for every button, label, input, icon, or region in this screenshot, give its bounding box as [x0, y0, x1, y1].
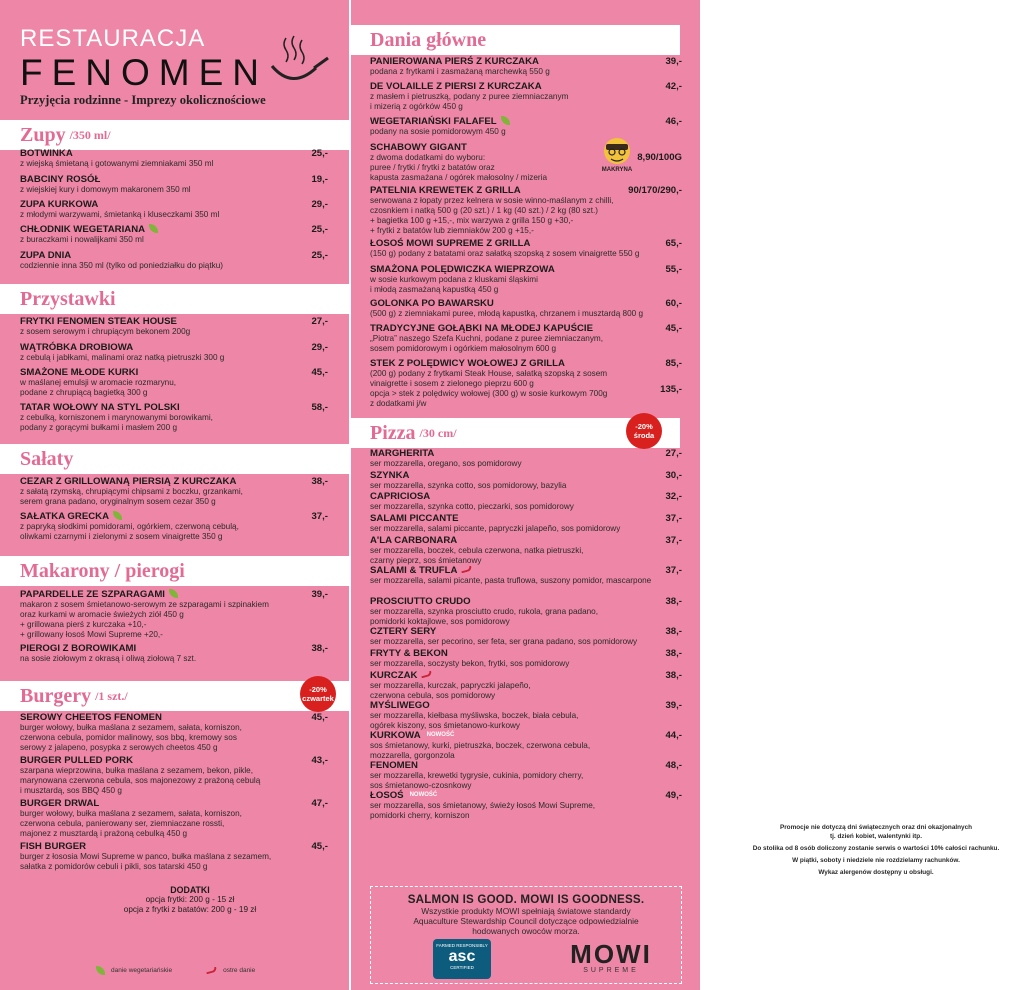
- menu-item: SAŁATKA GRECKA z papryką słodkimi pomidorami, ogórkiem, czerwoną cebulą, oliwkami czarnymi i zielonymi z sosem vinaigrette 350 g 37,-: [20, 511, 328, 541]
- menu-item: ZUPA KURKOWA z młodymi warzywami, śmietanką i kluseczkami 350 ml 29,-: [20, 199, 328, 219]
- brand-line2: FENOMEN: [20, 52, 268, 93]
- pizza-item: FENOMEN ser mozzarella, krewetki tygrysie, cukinia, pomidory cherry, sos śmietanowo-czosnkowy 48,-: [370, 760, 682, 790]
- chili-pepper-icon: [461, 566, 473, 574]
- menu-item: CHŁODNIK WEGETARIANA z buraczkami i nowalijkami 350 ml 25,-: [20, 224, 328, 244]
- section-header-burgery: Burgery /1 szt./: [0, 681, 350, 711]
- vegetarian-leaf-icon: [113, 511, 122, 520]
- menu-item: PAPARDELLE ZE SZPARAGAMI makaron z sosem śmietanowo-serowym ze szparagami i szpinakiem oraz kurkami w aromacie świeżych ziół 450 g + grillowana pierś z kurczaka +10,- + grillowany łosoś Mowi Supreme +20,- 39,-: [20, 589, 328, 639]
- menu-item: GOLONKA PO BAWARSKU (500 g) z ziemniakami puree, młodą kapustką, chrzanem i musztardą 800 g 60,-: [370, 298, 682, 318]
- pizza-item: MYŚLIWEGO ser mozzarella, kiełbasa myśliwska, boczek, biała cebula, ogórek kiszony, sos śmietanowo-kurkowy 39,-: [370, 700, 682, 730]
- notes-box: Promocje nie dotyczą dni świątecznych oraz dni okazjonalnych tj. dzień kobiet, walentynki itp. Do stolika od 8 osób doliczony zostanie serwis o wartości 10% całości rachunku. W piątki, soboty i niedziele nie rozdzielamy rachunków. Wykaz alergenów dostępny u obsługi.: [720, 818, 1032, 878]
- menu-item: BURGER DRWAL burger wołowy, bułka maślana z sezamem, sałata, korniszon, czerwona cebula, panierowany ser, ziemniaczane rossti, majonez z musztardą i prażoną cebulką 450 g 47,-: [20, 798, 328, 838]
- chef-avatar-icon: [600, 136, 634, 172]
- pizza-item: KURCZAK ser mozzarella, kurczak, papryczki jalapeño, czerwona cebula, sos pomidorowy 38,-: [370, 670, 682, 700]
- menu-item: SMAŻONE MŁODE KURKI w maślanej emulsji w aromacie rozmarynu, podane z chrupiącą bagietką 300 g 45,-: [20, 367, 328, 397]
- vegetarian-leaf-icon: [149, 224, 158, 233]
- menu-item: BOTWINKA z wiejską śmietaną i gotowanymi ziemniakami 350 ml 25,-: [20, 148, 328, 168]
- pizza-item: FRYTY & BEKON ser mozzarella, soczysty bekon, frytki, sos pomidorowy 38,-: [370, 648, 682, 668]
- menu-item: DE VOLAILLE Z PIERSI Z KURCZAKA z masłem i pietruszką, podany z puree ziemniaczanym i mizerią z ogórków 450 g 42,-: [370, 81, 682, 111]
- asc-logo: FARMED RESPONSIBLY asc CERTIFIED: [433, 939, 491, 979]
- menu-item: FISH BURGER burger z łososia Mowi Supreme w panco, bułka maślana z sezamem, sałatka z pomidorów cebuli i pikli, sos tatarski 450 g 45,-: [20, 841, 328, 871]
- pizza-item: KURKOWA NOWOŚĆ sos śmietanowy, kurki, pietruszka, boczek, czerwona cebula, mozzarella, gorgonzola 44,-: [370, 730, 682, 760]
- pizza-item: MARGHERITA ser mozzarella, oregano, sos pomidorowy 27,-: [370, 448, 682, 468]
- pizza-item: CZTERY SERY ser mozzarella, ser pecorino, ser feta, ser grana padano, sos pomidorowy 38,-: [370, 626, 682, 646]
- menu-item: TRADYCYJNE GOŁĄBKI NA MŁODEJ KAPUŚCIE „Piotra” naszego Szefa Kuchni, podane z puree ziemniaczanym, sosem pomidorowym i ogórkiem małosolnym 600 g 45,-: [370, 323, 682, 353]
- menu-item: WĄTRÓBKA DROBIOWA z cebulą i jabłkami, malinami oraz natką pietruszki 300 g 29,-: [20, 342, 328, 362]
- menu-item: BURGER PULLED PORK szarpana wieprzowina, bułka maślana z sezamem, bekon, pikle, marynowana czerwona cebula, sos majonezowy z prażoną cebulą i musztardą, sos BBQ 450 g 43,-: [20, 755, 328, 795]
- pizza-item: ŁOSOŚ NOWOŚĆ ser mozzarella, sos śmietanowy, świeży łosoś Mowi Supreme, pomidorki cherry, korniszon 49,-: [370, 790, 682, 820]
- brand-tagline: Przyjęcia rodzinne - Imprezy okolicznościowe: [20, 93, 266, 107]
- menu-item: SCHABOWY GIGANT z dwoma dodatkami do wyboru: puree / frytki / frytki z batatów oraz kapusta zasmażana / ogórek małosolny / mizeria 8,90/100G MAKRYNA: [370, 142, 682, 183]
- pizza-item: CAPRICIOSA ser mozzarella, szynka cotto, pieczarki, sos pomidorowy 32,-: [370, 491, 682, 511]
- section-header-salaty: Sałaty: [0, 444, 350, 474]
- left-column: [0, 0, 350, 990]
- chili-pepper-icon: [206, 967, 218, 975]
- section-header-pizza: Pizza /30 cm/: [350, 418, 680, 448]
- legend: danie wegetariańskie ostre danie: [92, 966, 255, 975]
- section-header-dania: Dania główne: [350, 25, 680, 55]
- pizza-item: PROSCIUTTO CRUDO ser mozzarella, szynka prosciutto crudo, rukola, grana padano, pomidorki koktajlowe, sos pomidorowy 38,-: [370, 596, 682, 626]
- brand-line1: RESTAURACJA: [20, 25, 206, 52]
- vegetarian-leaf-icon: [501, 116, 510, 125]
- menu-item: PIEROGI Z BOROWIKAMI na sosie ziołowym z okrasą i oliwą ziołową 7 szt. 38,-: [20, 643, 328, 663]
- svg-text:MAKRYNA: MAKRYNA: [601, 167, 633, 173]
- section-header-zupy: Zupy /350 ml/: [0, 120, 350, 150]
- section-header-przystawki: Przystawki: [0, 284, 350, 314]
- pizza-item: SALAMI PICCANTE ser mozzarella, salami piccante, papryczki jalapeño, sos pomidorowy 37,-: [370, 513, 682, 533]
- new-badge: NOWOŚĆ: [426, 732, 455, 738]
- menu-item: SMAŻONA POLĘDWICZKA WIEPRZOWA w sosie kurkowym podana z kluskami śląskimi i młodą zasmażaną kapustką 450 g 55,-: [370, 264, 682, 294]
- menu-item: FRYTKI FENOMEN STEAK HOUSE z sosem serowym i chrupiącym bekonem 200g 27,-: [20, 316, 328, 336]
- menu-item: ŁOSOŚ MOWI SUPREME Z GRILLA (150 g) podany z batatami oraz sałatką szopską z sosem vinaigrette 550 g 65,-: [370, 238, 682, 258]
- mowi-logo: MOWI SUPREME: [570, 939, 652, 974]
- chili-pepper-icon: [421, 671, 433, 679]
- vegetarian-leaf-icon: [96, 966, 105, 975]
- section-header-makarony: Makarony / pierogi: [0, 556, 350, 586]
- pizza-item: A'LA CARBONARA ser mozzarella, boczek, cebula czerwona, natka pietruszki, czarny pieprz, sos śmietanowy 37,-: [370, 535, 682, 565]
- new-badge: NOWOŚĆ: [409, 792, 438, 798]
- menu-item: SEROWY CHEETOS FENOMEN burger wołowy, bułka maślana z sezamem, sałata, korniszon, czerwona cebula, pomidor malinowy, sos bbq, kremowy sos serowy z jalapeno, posypka z serowych cheetos 450 g 45,-: [20, 712, 328, 752]
- menu-item: STEK Z POLĘDWICY WOŁOWEJ Z GRILLA (200 g) podany z frytkami Steak House, sałatką szopską z sosem vinaigrette i sosem z zielonego pieprzu 600 g opcja > stek z polędwicy wołowej (300 g) w sosie kurkowym 700g z dodatkami j/w 85,- 135,-: [370, 358, 682, 408]
- promo-badge-wednesday: -20% środa: [626, 413, 662, 449]
- promo-badge-thursday: -20% czwartek: [300, 676, 336, 712]
- dodatki-block: DODATKI opcja frytki: 200 g - 15 zł opcja z frytki z batatów: 200 g - 19 zł: [123, 885, 257, 914]
- menu-item: WEGETARIAŃSKI FALAFEL podany na sosie pomidorowym 450 g 46,-: [370, 116, 682, 136]
- menu-item: PATELNIA KREWETEK Z GRILLA serwowana z łopaty przez kelnera w sosie winno-maślanym z chilli, czosnkiem i natką 500 g (20 szt.) / 1 kg (40 szt.) / 2 kg (80 szt.) + bagietka 100 g +15,-, mix warzywa z grilla 150 g +30,- + frytki z batatów lub ziemniaków 200 g +15,- 90/170/290,-: [370, 185, 682, 235]
- pizza-item: SZYNKA ser mozzarella, szynka cotto, sos pomidorowy, bazylia 30,-: [370, 470, 682, 490]
- menu-item: PANIEROWANA PIERŚ Z KURCZAKA podana z frytkami i zasmażaną marchewką 550 g 39,-: [370, 56, 682, 76]
- pizza-item: SALAMI & TRUFLA ser mozzarella, salami picante, pasta truflowa, suszony pomidor, mascarpone 37,-: [370, 565, 682, 585]
- frying-pan-icon: [266, 36, 328, 88]
- vegetarian-leaf-icon: [169, 589, 178, 598]
- right-column: [350, 0, 1000, 990]
- menu-item: TATAR WOŁOWY NA STYL POLSKI z cebulką, korniszonem i marynowanymi borowikami, podany z gorącymi bułkami i masłem 200 g 58,-: [20, 402, 328, 432]
- salmon-box: SALMON IS GOOD. MOWI IS GOODNESS. Wszystkie produkty MOWI spełniają światowe standardy Aquaculture Stewardship Council dotyczące odpowiedzialnie hodowanych owoców morza. FARMED RESPONSIBLY asc CERTIFIED MOWI SUPREME: [370, 886, 682, 984]
- menu-item: CEZAR Z GRILLOWANĄ PIERSIĄ Z KURCZAKA z sałatą rzymską, chrupiącymi chipsami z boczku, grzankami, serem grana padano, oryginalnym sosem cezar 350 g 38,-: [20, 476, 328, 506]
- menu-item: ZUPA DNIA codziennie inna 350 ml (tylko od poniedziałku do piątku) 25,-: [20, 250, 328, 270]
- menu-item: BABCINY ROSÓŁ z wiejskiej kury i domowym makaronem 350 ml 19,-: [20, 174, 328, 194]
